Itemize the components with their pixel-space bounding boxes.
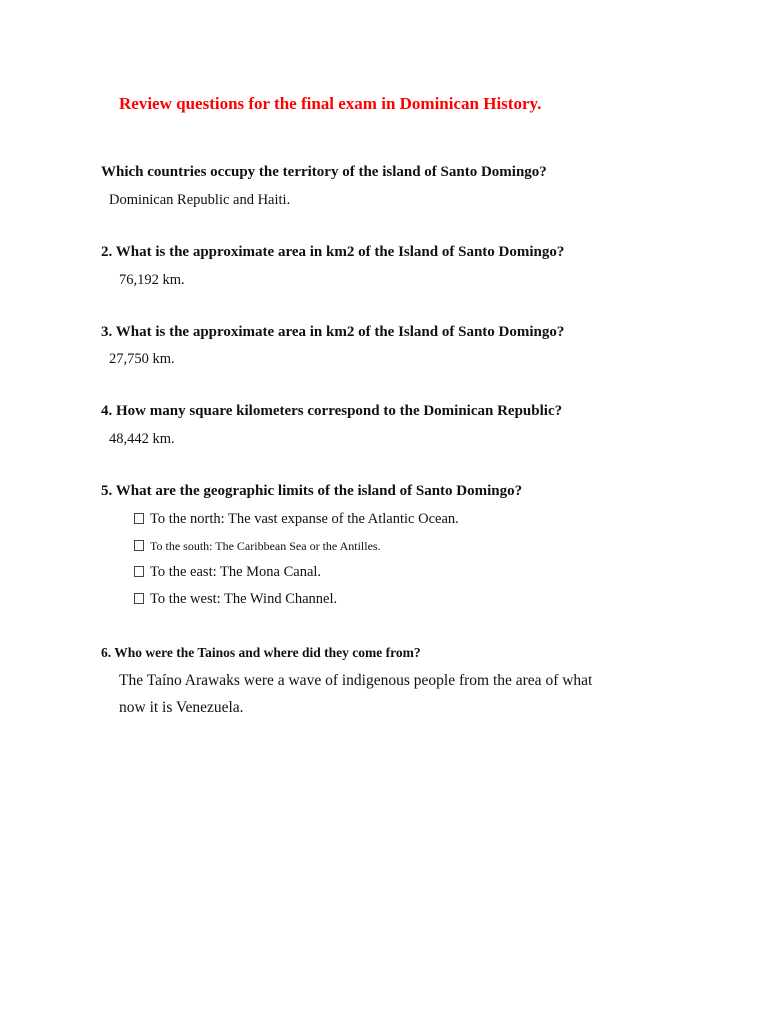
list-item-text: To the west: The Wind Channel. [150,591,338,607]
answer-3: 27,750 km. [109,351,175,367]
question-6: 6. Who were the Tainos and where did they come from? [101,645,421,660]
answer-2: 76,192 km. [119,272,185,288]
question-3: 3. What is the approximate area in km2 of the Island of Santo Domingo? [101,324,565,340]
checkbox-bullet-icon [134,593,144,604]
answer-1: Dominican Republic and Haiti. [109,192,291,208]
question-1: Which countries occupy the territory of the island of Santo Domingo? [101,164,547,180]
list-item [134,511,459,528]
question-4: 4. How many square kilometers correspond to the Dominican Republic? [101,403,563,419]
question-2: 2. What is the approximate area in km2 of the Island of Santo Domingo? [101,244,565,260]
list-item [134,564,321,581]
checkbox-bullet-icon [134,513,144,524]
question-5: 5. What are the geographic limits of the island of Santo Domingo? [101,483,523,499]
list-item [134,591,337,608]
answer-6-line: now it is Venezuela. [119,699,244,716]
answer-6 [119,667,592,721]
list-item-text: To the north: The vast expanse of the Atlantic Ocean. [150,511,459,527]
list-item [134,539,381,554]
answer-4: 48,442 km. [109,431,175,447]
checkbox-bullet-icon [134,540,144,551]
list-item-text: To the east: The Mona Canal. [150,564,322,580]
answer-6-line: The Taíno Arawaks were a wave of indigenous people from the area of what [119,672,593,689]
page-title: Review questions for the final exam in Dominican History. [119,94,542,113]
list-item-text: To the south: The Caribbean Sea or the Antilles. [150,539,381,553]
checkbox-bullet-icon [134,566,144,577]
